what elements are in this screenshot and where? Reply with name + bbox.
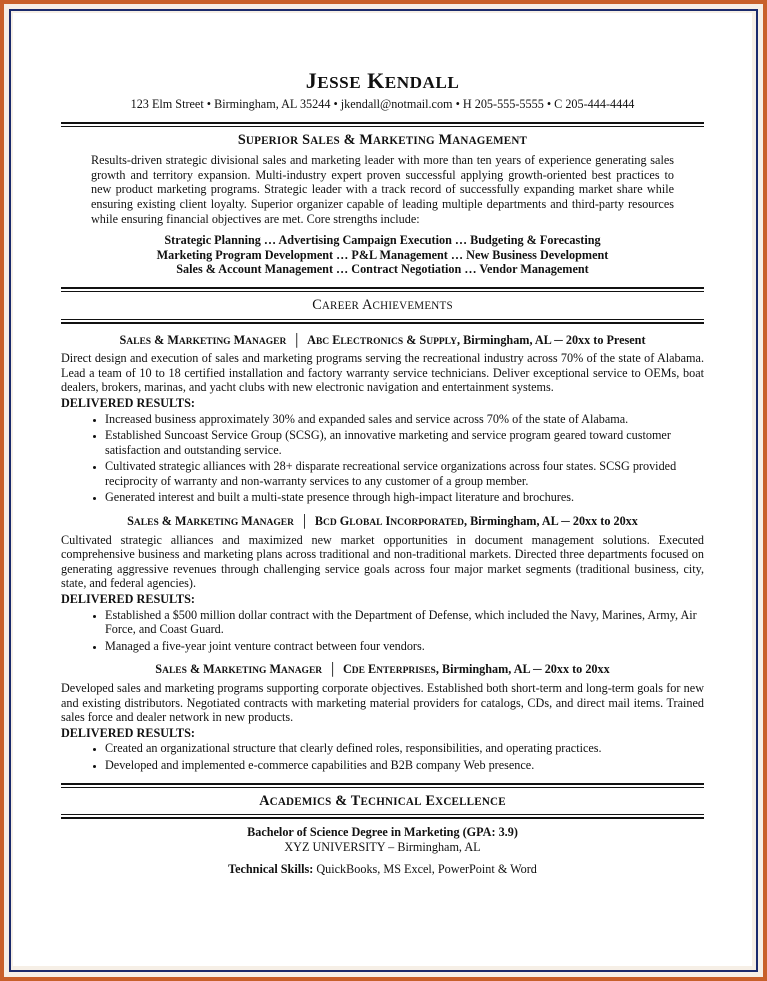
results-list: [61, 741, 704, 772]
job-description: Cultivated strategic alliances and maximized new market opportunities in document management solutions. Executed comprehensive business and marketing plans across traditional and non-traditional markets. Directed three departments focused on generating aggressive revenues through challenging service goals across four major market segments (traditional business, city, state, and federal agencies).: [61, 532, 704, 591]
job-heading: [61, 662, 704, 679]
job-description: Direct design and execution of sales and marketing programs serving the recreational industry across 70% of the state of Alabama. Lead a team of 10 to 18 certified installation and factory warranty service technicians. Deliver exceptional service to OEMs, boat dealers, brokers, marinas, and yacht clubs with new electronic navigation and entertainment systems.: [61, 351, 704, 395]
job-heading: [61, 514, 704, 531]
job-role: SALES & MARKETING MANAGER: [119, 332, 287, 347]
job-entry: [61, 333, 704, 506]
list-item: • Increased business approximately 30% and expanded sales and service across 70% of the state of Alabama.: [105, 412, 704, 427]
skills-label: Technical Skills:: [228, 862, 314, 877]
summary-paragraph: Results-driven strategic divisional sales and marketing leader with more than ten years of experience generating sales growth and territory expansion. Multi-industry expert proven successful applying growth-oriented best practices to new product marketing programs. Strategic leader with a track record of successfully expanding market share while ensuring existing client loyalty. Superior organizer capable of leading multiple departments and third-party resources while ensuring financial objectives are met. Core strengths include:: [91, 153, 674, 226]
education-block: [61, 825, 704, 877]
list-item: • Developed and implemented e-commerce capabilities and B2B company Web presence.: [105, 758, 704, 773]
candidate-name: JESSE KENDALL: [305, 68, 460, 93]
results-list: [61, 412, 704, 506]
job-heading: [61, 333, 704, 350]
list-item: • Cultivated strategic alliances with 28+ disparate recreational service organizations across four states. SCSG provided reciprocity of warranty and non-warranty services to any customer of a group member.: [105, 459, 704, 488]
technical-skills: [61, 862, 704, 877]
list-item: • Managed a five-year joint venture contract between four vendors.: [105, 639, 704, 654]
skills-list: QuickBooks, MS Excel, PowerPoint & Word: [313, 862, 537, 877]
core-strengths: [61, 233, 704, 277]
list-item: • Established a $500 million dollar contract with the Department of Defense, which included the Navy, Marines, Army, Air Force, and Coast Guard.: [105, 608, 704, 637]
separator: │: [297, 514, 312, 529]
separator: │: [289, 332, 305, 347]
job-entry: [61, 662, 704, 772]
job-description: Developed sales and marketing programs supporting corporate objectives. Established both short-term and long-term goals for new and existing distributors. Negotiated contracts with marketing material providers for catalogs, CDs, and direct mail items. Trained sales force and dealer network in new products.: [61, 681, 704, 725]
delivered-results-label: DELIVERED RESULTS:: [61, 592, 195, 607]
delivered-results-label: DELIVERED RESULTS:: [61, 395, 195, 410]
job-company: ABC ELECTRONICS & SUPPLY: [307, 332, 457, 347]
job-details: , Birmingham, AL ─ 20xx to Present: [457, 332, 646, 347]
resume-content: [61, 69, 704, 877]
section-divider: [61, 287, 704, 292]
delivered-results-label: DELIVERED RESULTS:: [61, 725, 195, 740]
section-divider: [61, 319, 704, 324]
list-item: • Created an organizational structure that clearly defined roles, responsibilities, and operating practices.: [105, 741, 704, 756]
separator: │: [325, 662, 340, 677]
resume-page: [13, 13, 752, 966]
job-role: SALES & MARKETING MANAGER: [155, 662, 323, 677]
contact-info: 123 Elm Street • Birmingham, AL 35244 • jkendall@notmail.com • H 205-555-5555 • C 205-444-4444: [130, 97, 635, 111]
strengths-line: Strategic Planning … Advertising Campaign Execution … Budgeting & Forecasting: [164, 233, 601, 248]
list-item: • Generated interest and built a multi-state presence through high-impact literature and brochures.: [105, 490, 704, 505]
job-company: BCD GLOBAL INCORPORATED: [314, 514, 464, 529]
job-role: SALES & MARKETING MANAGER: [127, 514, 294, 529]
academics-heading: ACADEMICS & TECHNICAL EXCELLENCE: [259, 792, 506, 809]
strengths-line: Sales & Account Management … Contract Negotiation … Vendor Management: [176, 262, 589, 277]
summary-heading: SUPERIOR SALES & MARKETING MANAGEMENT: [237, 131, 528, 148]
job-details: , Birmingham, AL ─ 20xx to 20xx: [464, 514, 638, 529]
list-item: • Established Suncoast Service Group (SCSG), an innovative marketing and service program geared toward customer satisfaction and outstanding service.: [105, 428, 704, 457]
job-list: [61, 333, 704, 773]
job-details: , Birmingham, AL ─ 20xx to 20xx: [435, 662, 610, 677]
strengths-line: Marketing Program Development … P&L Management … New Business Development: [156, 247, 609, 262]
school: XYZ UNIVERSITY – Birmingham, AL: [284, 839, 481, 854]
degree: Bachelor of Science Degree in Marketing (GPA: 3.9): [247, 825, 518, 840]
job-entry: [61, 514, 704, 653]
section-divider: [61, 783, 704, 788]
results-list: [61, 608, 704, 654]
section-divider: [61, 122, 704, 127]
section-divider: [61, 814, 704, 819]
career-heading: CAREER ACHIEVEMENTS: [312, 296, 453, 313]
job-company: CDE ENTERPRISES: [342, 662, 436, 677]
